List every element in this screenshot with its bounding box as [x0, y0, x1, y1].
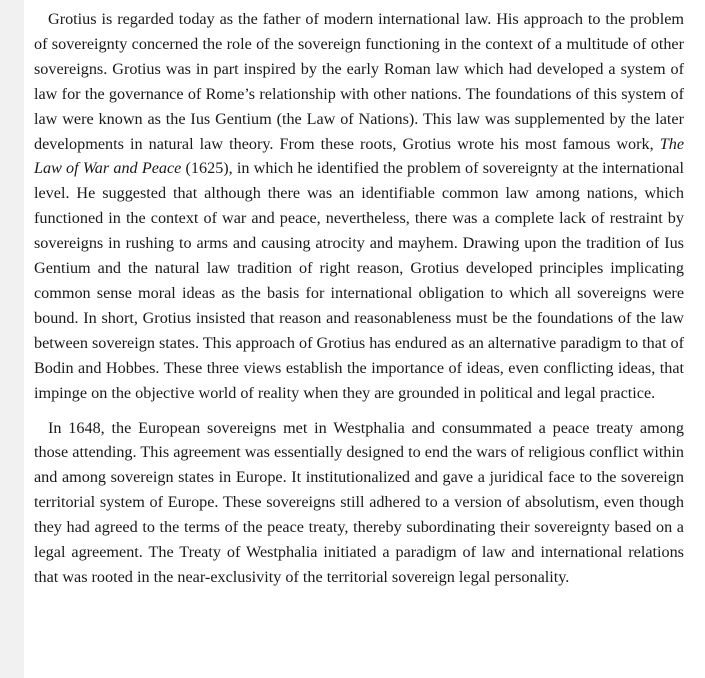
paragraph-westphalia: In 1648, the European sovereigns met in Westphalia and consummated a peace treaty among those attending. This agreement was essentially designed to end the wars of religious conflict within and among sovereign states in Europe. It institutionalized and gave a juridical face to the sovereign territorial system of Europe. These sovereigns still adhered to a version of absolutism, even though they had agreed to the terms of the peace treaty, thereby subordinating their sovereignty based on a legal agreement. The Treaty of Westphalia initiated a paradigm of law and international relations that was rooted in the near-exclusivity of the territorial sovereign legal personality.	[34, 418, 684, 586]
paragraph-text: (1625), in which he identified the problem of sovereignty at the international level. He suggested that although there was an identifiable common law among nations, which functioned in the context of war and peace, nevertheless, there was a complete lack of restraint by sovereigns in rushing to arms and causing atrocity and mayhem. Drawing upon the tradition of Ius Gentium and the natural law tradition of right reason, Grotius developed principles implicating common sense moral ideas as the basis for international obligation to which all sovereigns were bound. In short, Grotius insisted that reason and reasonableness must be the foundations of the law between sovereign states. This approach of Grotius has endured as an alternative paradigm to that of Bodin and Hobbes. These three views establish the importance of ideas, even conflicting ideas, that impinge on the objective world of reality when they are grounded in political and legal practice.	[34, 159, 684, 402]
book-title: The Law of War and Peace	[34, 134, 684, 178]
paragraph-text: Grotius is regarded today as the father of modern international law. His approach to the problem of sovereignty concerned the role of the sovereign functioning in the context of a multitude of other sovereigns. Grotius was in part inspired by the early Roman law which had developed a system of law for the governance of Rome’s relationship with other nations. The foundations of this system of law were known as the Ius Gentium (the Law of Nations). This law was supplemented by the later developments in natural law theory. From these roots, Grotius wrote his most famous work,	[34, 10, 684, 153]
document-page	[24, 0, 705, 678]
paragraph-grotius	[34, 7, 684, 406]
document-body	[34, 7, 684, 590]
